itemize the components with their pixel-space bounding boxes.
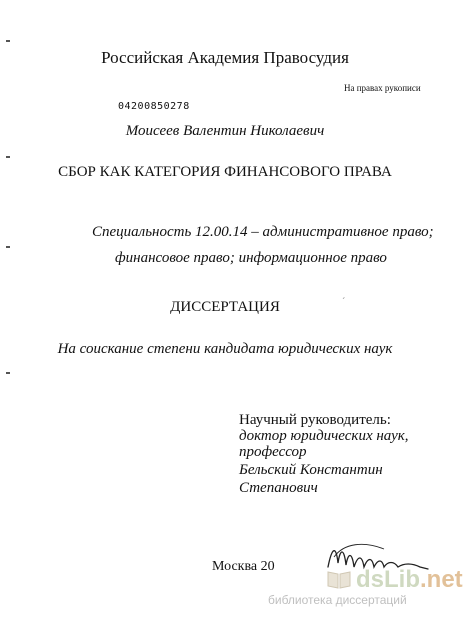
specialty-line-1: Специальность 12.00.14 – административное право; [92, 224, 434, 240]
watermark-logo [356, 566, 463, 594]
supervisor-degree: доктор юридических наук, [239, 428, 409, 444]
institution-name: Российская Академия Правосудия [101, 48, 349, 67]
degree-statement: На соискание степени кандидата юридических наук [57, 341, 393, 357]
document-type: ДИССЕРТАЦИЯ [170, 299, 280, 315]
stray-mark: ´ [342, 297, 346, 308]
specialty-line-2: финансовое право; информационное право [115, 250, 387, 266]
supervisor-name: Бельский Константин [239, 462, 383, 478]
rights-note: На правах рукописи [344, 83, 421, 93]
watermark-logo-main: dsLib [356, 566, 420, 593]
supervisor-heading: Научный руководитель: [239, 412, 391, 428]
supervisor-title: профессор [239, 444, 307, 460]
registration-code: 04200850278 [118, 101, 190, 112]
book-icon [326, 568, 352, 590]
dissertation-title: СБОР КАК КАТЕГОРИЯ ФИНАНСОВОГО ПРАВА [58, 164, 392, 180]
edge-mark [6, 246, 10, 248]
edge-mark [6, 156, 10, 158]
city-year: Москва 20 [212, 559, 275, 574]
edge-mark [6, 40, 10, 42]
supervisor-patronymic: Степанович [239, 480, 318, 496]
watermark-caption: библиотека диссертаций [268, 593, 407, 607]
watermark-logo-dot: .net [420, 566, 463, 593]
author-name: Моисеев Валентин Николаевич [125, 123, 325, 139]
edge-mark [6, 372, 10, 374]
watermark [268, 566, 463, 614]
